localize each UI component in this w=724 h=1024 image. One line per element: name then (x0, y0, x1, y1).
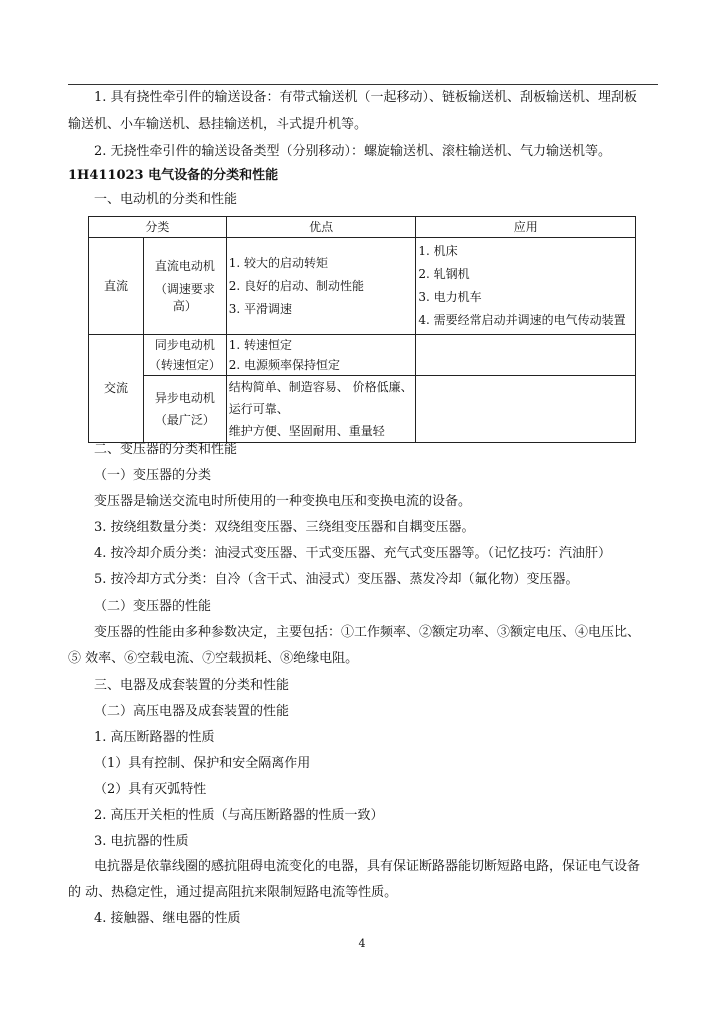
header-advantages: 优点 (226, 217, 416, 238)
cell-ac-group: 交流 (89, 335, 144, 443)
paragraph-flexible-conveyor-line1: 1. 具有挠性牵引件的输送设备：有带式输送机（一起移动）、链板输送机、刮板输送机、埋刮板 (94, 90, 638, 105)
subheading-transformer-performance: （二）变压器的性能 (94, 599, 212, 614)
paragraph-rigid-conveyor: 2. 无挠性牵引件的输送设备类型（分别移动）：螺旋输送机、滚柱输送机、气力输送机等。 (94, 144, 612, 159)
sync-motor-name: 同步电动机 (154, 338, 215, 352)
cell-async-applications (416, 376, 636, 443)
dc-motor-note: （调速要求高） (154, 281, 215, 313)
sync-motor-note: （转速恒定） (148, 358, 221, 372)
item-contactor-relay: 4. 接触器、继电器的性质 (94, 911, 241, 926)
transformer-class-winding: 3. 按绕组数量分类：双绕组变压器、三绕组变压器和自耦变压器。 (94, 520, 475, 535)
transformer-class-cooling-method: 5. 按冷却方式分类：自冷（含干式、油浸式）变压器、蒸发冷却（氟化物）变压器。 (94, 572, 579, 587)
transformer-performance-line1: 变压器的性能由多种参数决定，主要包括：①工作频率、②额定功率、③额定电压、④电压比、 (94, 625, 641, 640)
cell-sync-motor (143, 335, 226, 376)
heading-transformer: 二、变压器的分类和性能 (94, 442, 238, 457)
table-row-dc (89, 238, 636, 335)
header-rule (68, 84, 658, 85)
subheading-high-voltage: （二）高压电器及成套装置的性能 (94, 704, 290, 719)
list-item: 2. 电源频率保持恒定 (228, 358, 341, 372)
cell-dc-applications (416, 238, 636, 335)
motor-classification-table (88, 216, 636, 443)
async-motor-name: 异步电动机 (154, 391, 215, 405)
header-applications: 应用 (416, 217, 636, 238)
reactor-description-line2: 的 动、热稳定性，通过提高阻抗来限制短路电流等性质。 (68, 885, 398, 900)
item-circuit-breaker-prop1: （1）具有控制、保护和安全隔离作用 (94, 756, 311, 771)
transformer-performance-line2: ⑤ 效率、⑥空载电流、⑦空载损耗、⑧绝缘电阻。 (68, 651, 359, 666)
list-item: 结构简单、制造容易、 价格低廉、 (228, 380, 413, 394)
item-circuit-breaker-prop2: （2）具有灭弧特性 (94, 782, 207, 797)
table-header-row (89, 217, 636, 238)
table-row-ac-sync (89, 335, 636, 376)
page-number: 4 (358, 937, 366, 950)
list-item: 3. 电力机车 (418, 290, 482, 304)
list-item: 1. 机床 (418, 244, 458, 258)
item-circuit-breaker: 1. 高压断路器的性质 (94, 730, 215, 745)
dc-motor-name: 直流电动机 (154, 258, 215, 273)
cell-async-advantages (226, 376, 416, 443)
async-motor-note: （最广泛） (154, 413, 215, 427)
subheading-transformer-classification: （一）变压器的分类 (94, 468, 212, 483)
heading-motor-classification: 一、电动机的分类和性能 (94, 192, 238, 207)
list-item: 4. 需要经常启动并调速的电气传动装置 (418, 313, 626, 327)
reactor-description-line1: 电抗器是依靠线圈的感抗阻碍电流变化的电器，具有保证断路器能切断短路电路，保证电气设备 (94, 859, 641, 874)
section-heading: 1H411023 电气设备的分类和性能 (68, 168, 279, 183)
list-item: 维护方便、坚固耐用、重量轻 (228, 424, 385, 438)
item-reactor: 3. 电抗器的性质 (94, 834, 189, 849)
table-row-ac-async (89, 376, 636, 443)
paragraph-flexible-conveyor-line2: 输送机、小车输送机、悬挂输送机，斗式提升机等。 (68, 117, 368, 132)
list-item: 2. 轧钢机 (418, 267, 470, 281)
cell-sync-applications (416, 335, 636, 376)
list-item: 1. 转速恒定 (228, 338, 293, 352)
cell-dc-motor (143, 238, 226, 335)
heading-electrical-apparatus: 三、电器及成套装置的分类和性能 (94, 678, 290, 693)
list-item: 运行可靠、 (228, 402, 289, 416)
transformer-definition: 变压器是输送交流电时所使用的一种变换电压和变换电流的设备。 (94, 494, 472, 509)
item-switchgear: 2. 高压开关柜的性质（与高压断路器的性质一致） (94, 808, 384, 823)
list-item: 1. 较大的启动转矩 (228, 255, 329, 270)
cell-dc-advantages (226, 238, 416, 335)
cell-sync-advantages (226, 335, 416, 376)
transformer-class-cooling-medium: 4. 按冷却介质分类：油浸式变压器、干式变压器、充气式变压器等。（记忆技巧：汽油肝） (94, 546, 612, 561)
header-category: 分类 (89, 217, 227, 238)
cell-async-motor (143, 376, 226, 443)
cell-dc-group: 直流 (89, 238, 144, 335)
list-item: 3. 平滑调速 (228, 301, 293, 316)
list-item: 2. 良好的启动、制动性能 (228, 278, 365, 293)
